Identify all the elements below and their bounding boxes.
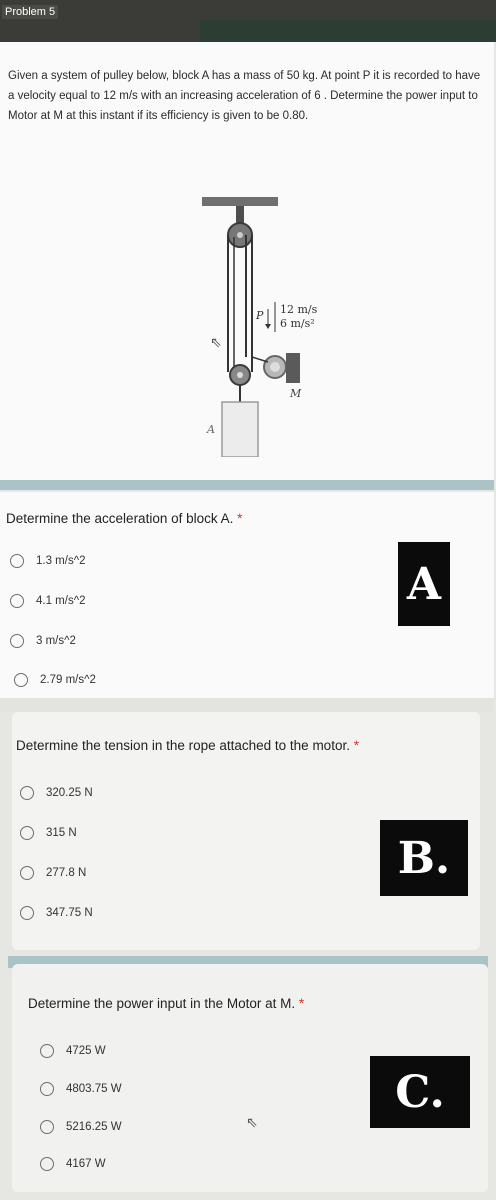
option-item[interactable]: 2.79 m/s^2: [14, 673, 96, 687]
problem-statement: Given a system of pulley below, block A has a mass of 50 kg. At point P it is recorded to have a velocity equal to 12 m/s with an increasing acceleration of 6 . Determine the power input to Motor at M at this instant if its efficiency is given to be 0.80.: [8, 70, 481, 122]
radio-button[interactable]: [10, 554, 24, 568]
question-card-2: [12, 712, 480, 950]
question-title: Determine the tension in the rope attached to the motor. *: [16, 738, 359, 753]
answer-badge: A: [398, 542, 450, 626]
motor-label: M: [290, 387, 302, 400]
question-title: Determine the power input in the Motor at M. *: [28, 996, 305, 1011]
question-card-3: [12, 964, 488, 1192]
option-item[interactable]: 3 m/s^2: [10, 634, 76, 648]
option-item[interactable]: 1.3 m/s^2: [10, 554, 86, 568]
mouse-cursor-icon: ⇖: [246, 1114, 258, 1130]
radio-button[interactable]: [10, 634, 24, 648]
option-item[interactable]: 5216.25 W: [40, 1120, 122, 1134]
radio-button[interactable]: [14, 673, 28, 687]
answer-badge: C.: [370, 1056, 470, 1128]
radio-button[interactable]: [20, 906, 34, 920]
answer-badge: B.: [380, 820, 468, 896]
question-card-1: [0, 492, 494, 698]
radio-button[interactable]: [10, 594, 24, 608]
pulley-diagram: [180, 197, 360, 457]
velocity-label: 12 m/s: [280, 303, 318, 316]
section-divider: [0, 480, 494, 490]
radio-button[interactable]: [40, 1082, 54, 1096]
option-item[interactable]: 4167 W: [40, 1157, 106, 1171]
section-gap: [0, 698, 494, 712]
option-item[interactable]: 347.75 N: [20, 906, 93, 920]
block-label: A: [207, 423, 215, 436]
option-item[interactable]: 4803.75 W: [40, 1082, 122, 1096]
radio-button[interactable]: [20, 786, 34, 800]
option-item[interactable]: 4.1 m/s^2: [10, 594, 86, 608]
option-item[interactable]: 320.25 N: [20, 786, 93, 800]
question-title: Determine the acceleration of block A. *: [6, 511, 243, 526]
acceleration-label: 6 m/s²: [280, 317, 315, 330]
problem-title: Problem 5: [2, 5, 58, 19]
radio-button[interactable]: [20, 826, 34, 840]
problem-card: [0, 42, 494, 480]
header-accent: [200, 20, 496, 42]
radio-button[interactable]: [20, 866, 34, 880]
mouse-cursor-icon: ⇖: [210, 334, 222, 350]
option-item[interactable]: 4725 W: [40, 1044, 106, 1058]
radio-button[interactable]: [40, 1120, 54, 1134]
option-item[interactable]: 277.8 N: [20, 866, 86, 880]
radio-button[interactable]: [40, 1157, 54, 1171]
option-item[interactable]: 315 N: [20, 826, 77, 840]
top-bar: [0, 0, 496, 42]
point-label: P: [256, 309, 264, 322]
radio-button[interactable]: [40, 1044, 54, 1058]
